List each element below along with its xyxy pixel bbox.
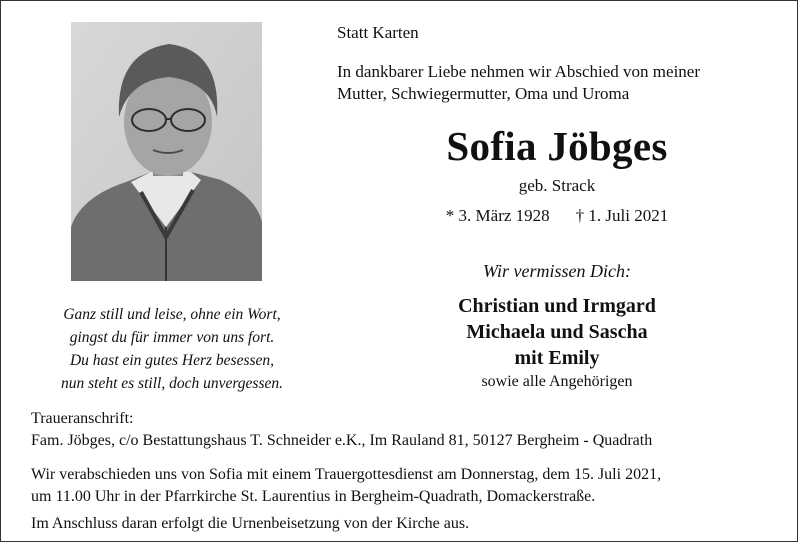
life-dates — [337, 206, 777, 226]
deceased-name: Sofia Jöbges — [446, 123, 668, 169]
birth-date: * 3. März 1928 — [445, 206, 550, 225]
mourner-line: Michaela und Sascha — [466, 321, 648, 343]
poem-line: gingst du für immer von uns fort. — [69, 329, 275, 346]
death-date: † 1. Juli 2021 — [575, 206, 669, 225]
address-label: Traueranschrift: — [31, 410, 134, 427]
service-line-3: Im Anschluss daran erfolgt die Urnenbeisetzung von der Kirche aus. — [31, 515, 470, 532]
service-line-2: um 11.00 Uhr in der Pfarrkirche St. Laurentius in Bergheim-Quadrath, Domackerstraße. — [31, 488, 596, 505]
mourner-line: mit Emily — [514, 347, 600, 369]
mourners-heading: Wir vermissen Dich: — [483, 261, 631, 281]
mourner-names — [337, 293, 777, 371]
relatives-line: sowie alle Angehörigen — [481, 373, 633, 390]
mourner-line: Christian und Irmgard — [458, 295, 656, 317]
service-line-1: Wir verabschieden uns von Sofia mit einem Trauergottesdienst am Donnerstag, dem 15. Juli 2021, — [31, 466, 662, 483]
intro-line-2: Mutter, Schwiegermutter, Oma und Uroma — [337, 84, 630, 103]
poem-line: Ganz still und leise, ohne ein Wort, — [63, 306, 281, 323]
poem — [23, 303, 321, 395]
poem-line: nun steht es still, doch unvergessen. — [61, 375, 283, 392]
statt-karten-label: Statt Karten — [337, 23, 419, 42]
portrait-image — [71, 22, 262, 281]
address-text: Fam. Jöbges, c/o Bestattungshaus T. Schneider e.K., Im Rauland 81, 50127 Bergheim - Quadrath — [31, 432, 653, 449]
poem-line: Du hast ein gutes Herz besessen, — [69, 352, 275, 369]
intro-line-1: In dankbarer Liebe nehmen wir Abschied von meiner — [337, 62, 701, 81]
portrait-photo — [71, 22, 262, 281]
birth-name: geb. Strack — [518, 176, 596, 195]
